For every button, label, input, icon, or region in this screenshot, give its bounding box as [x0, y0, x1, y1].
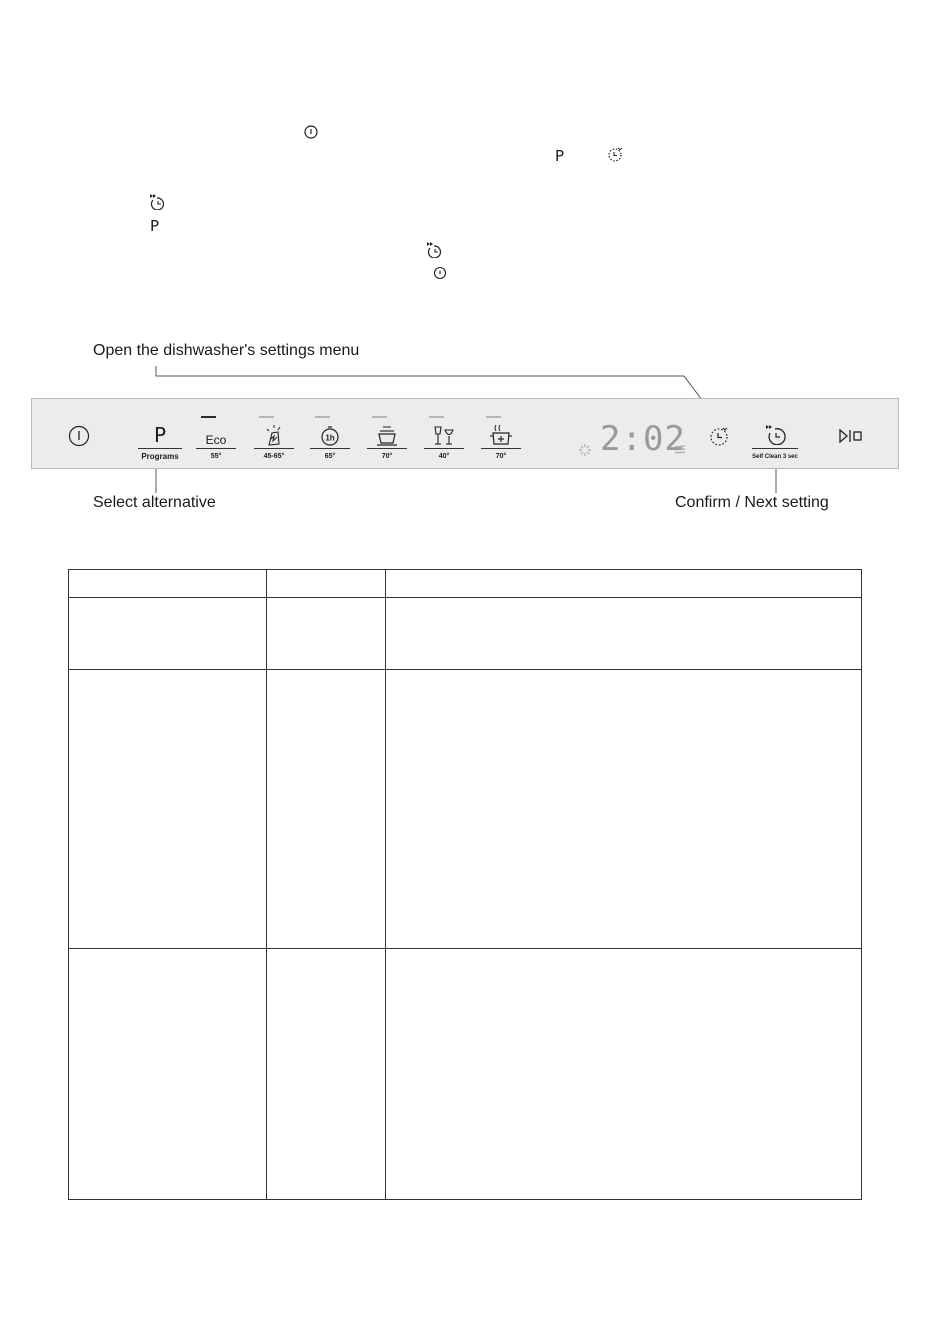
program-key-label: P	[150, 217, 160, 235]
pot-plus-icon	[479, 423, 523, 447]
sparkle-glass-icon	[252, 423, 296, 447]
table-cell	[267, 949, 386, 1200]
program-led	[259, 416, 274, 418]
control-panel	[31, 398, 899, 469]
table-row	[69, 598, 862, 670]
programs-label: Programs	[141, 452, 179, 461]
program-temp: 70°	[495, 453, 507, 460]
programs-key: P	[153, 423, 167, 447]
programs-underline	[138, 448, 182, 449]
callout-confirm-next: Confirm / Next setting	[675, 494, 829, 511]
program-led	[372, 416, 387, 418]
program-underline	[310, 448, 350, 449]
one-hour-text: 1h	[325, 433, 335, 443]
table-cell	[267, 598, 386, 670]
program-intensive[interactable]	[479, 399, 523, 470]
program-underline	[196, 448, 236, 449]
table-header-cell	[386, 570, 862, 598]
program-pot[interactable]	[365, 399, 409, 470]
timer-button[interactable]	[708, 425, 730, 447]
table-header-cell	[267, 570, 386, 598]
table-row	[69, 949, 862, 1200]
program-led	[429, 416, 444, 418]
program-led	[486, 416, 501, 418]
pot-icon	[365, 423, 409, 447]
self-clean-button[interactable]	[744, 399, 806, 470]
program-temp: 55°	[210, 453, 222, 460]
table-cell	[267, 670, 386, 949]
self-clean-underline	[752, 448, 798, 449]
rinse-aid-indicator-icon	[578, 443, 592, 457]
glasses-icon	[422, 423, 466, 447]
program-glasses[interactable]	[422, 399, 466, 470]
salt-indicator-icon	[674, 445, 686, 455]
power-button[interactable]	[68, 425, 90, 447]
callout-leader-lines	[0, 0, 933, 560]
table-cell	[69, 949, 267, 1200]
self-clean-icon	[764, 423, 788, 445]
time-display: 2:02	[600, 419, 686, 459]
program-temp: 65°	[324, 453, 336, 460]
table-header-cell	[69, 570, 267, 598]
program-key-label: P	[555, 147, 565, 165]
one-hour-icon	[308, 423, 352, 447]
program-led	[201, 416, 216, 418]
table-cell	[386, 949, 862, 1200]
program-underline	[254, 448, 294, 449]
programs-button[interactable]	[138, 399, 182, 470]
eco-label: Eco	[205, 433, 227, 447]
program-temp: 40°	[438, 453, 450, 460]
table-cell	[69, 670, 267, 949]
program-sparkle[interactable]	[252, 399, 296, 470]
program-temp: 45-65°	[263, 453, 285, 460]
table-cell	[69, 598, 267, 670]
program-underline	[367, 448, 407, 449]
table-header-row	[69, 570, 862, 598]
program-underline	[424, 448, 464, 449]
program-temp: 70°	[381, 453, 393, 460]
program-led	[315, 416, 330, 418]
table-cell	[386, 670, 862, 949]
program-eco[interactable]	[194, 399, 238, 470]
program-underline	[481, 448, 521, 449]
callout-select-alternative: Select alternative	[93, 494, 216, 511]
callout-settings-menu: Open the dishwasher's settings menu	[93, 342, 360, 359]
program-1h[interactable]	[308, 399, 352, 470]
start-pause-button[interactable]	[838, 428, 864, 444]
self-clean-label: Self Clean 3 sec	[752, 454, 798, 460]
table-cell	[386, 598, 862, 670]
table-row	[69, 670, 862, 949]
settings-table	[68, 569, 862, 1200]
